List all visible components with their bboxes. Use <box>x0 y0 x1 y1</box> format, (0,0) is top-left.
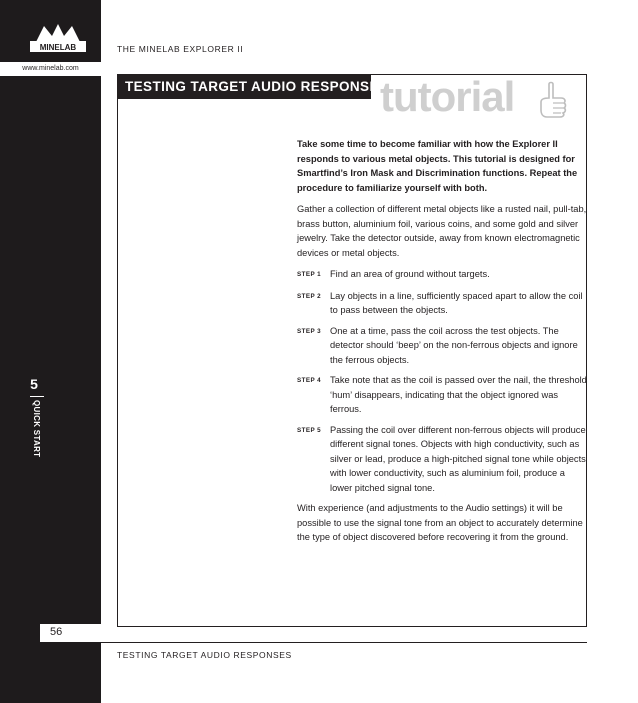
section-number: 5 <box>30 376 38 392</box>
pointing-hand-icon <box>537 81 571 119</box>
section-label: QUICK START <box>32 400 41 458</box>
running-header: THE MINELAB EXPLORER II <box>117 44 244 54</box>
running-footer: TESTING TARGET AUDIO RESPONSES <box>117 650 292 660</box>
step-text: One at a time, pass the coil across the test objects. The detector should ‘beep’ on the non-ferrous objects and ignore the ferrous objects. <box>330 325 578 365</box>
tutorial-content <box>297 137 587 552</box>
step-text: Find an area of ground without targets. <box>330 269 490 279</box>
minelab-logo <box>26 22 90 54</box>
tutorial-badge: tutorial <box>380 73 515 120</box>
step-3 <box>297 324 587 368</box>
page-number: 56 <box>50 626 63 638</box>
step-1 <box>297 267 587 283</box>
section-divider <box>30 396 44 397</box>
step-label: STEP 3 <box>297 327 321 335</box>
step-text: Passing the coil over different non-ferrous objects will produce different signal tones. Objects with high conductivity, such as silver or lead, produce a high-pitched signal tone while objects with lower conductivity, such as aluminium foil, produce a lower pitched signal tone. <box>330 424 586 493</box>
step-text: Take note that as the coil is passed over the nail, the threshold ‘hum’ disappears, indicating that the object ignored was ferrous. <box>330 375 587 414</box>
website-url[interactable]: www.minelab.com <box>0 62 101 76</box>
footer-divider <box>101 642 587 643</box>
closing-paragraph: With experience (and adjustments to the Audio settings) it will be possible to use the signal tone from an object to accurately determine the type of object discovered before recovering it from the ground. <box>297 503 583 542</box>
panel-heading-bar <box>117 74 389 99</box>
step-text: Lay objects in a line, sufficiently spaced apart to allow the coil to pass between the objects. <box>330 290 583 315</box>
step-2 <box>297 289 587 318</box>
step-label: STEP 4 <box>297 377 321 384</box>
collection-paragraph: Gather a collection of different metal objects like a rusted nail, pull-tab, brass button, aluminium foil, various coins, and some gold and silver jewelry. Take the detector outside, away from known electromagnetic devices or metal objects. <box>297 204 587 258</box>
side-bar <box>0 0 101 703</box>
panel-heading: TESTING TARGET AUDIO RESPONSES <box>125 79 389 94</box>
step-5 <box>297 423 587 496</box>
step-label: STEP 5 <box>297 426 321 434</box>
step-label: STEP 2 <box>297 292 321 300</box>
intro-paragraph: Take some time to become familiar with how the Explorer II responds to various metal objects. This tutorial is designed for Smartfind’s Iron Mask and Discrimination functions. Repeat the procedure to familiarize yourself with both. <box>297 139 578 193</box>
step-label: STEP 1 <box>297 271 321 278</box>
step-4 <box>297 373 587 417</box>
logo-wordmark: MINELAB <box>39 43 77 52</box>
